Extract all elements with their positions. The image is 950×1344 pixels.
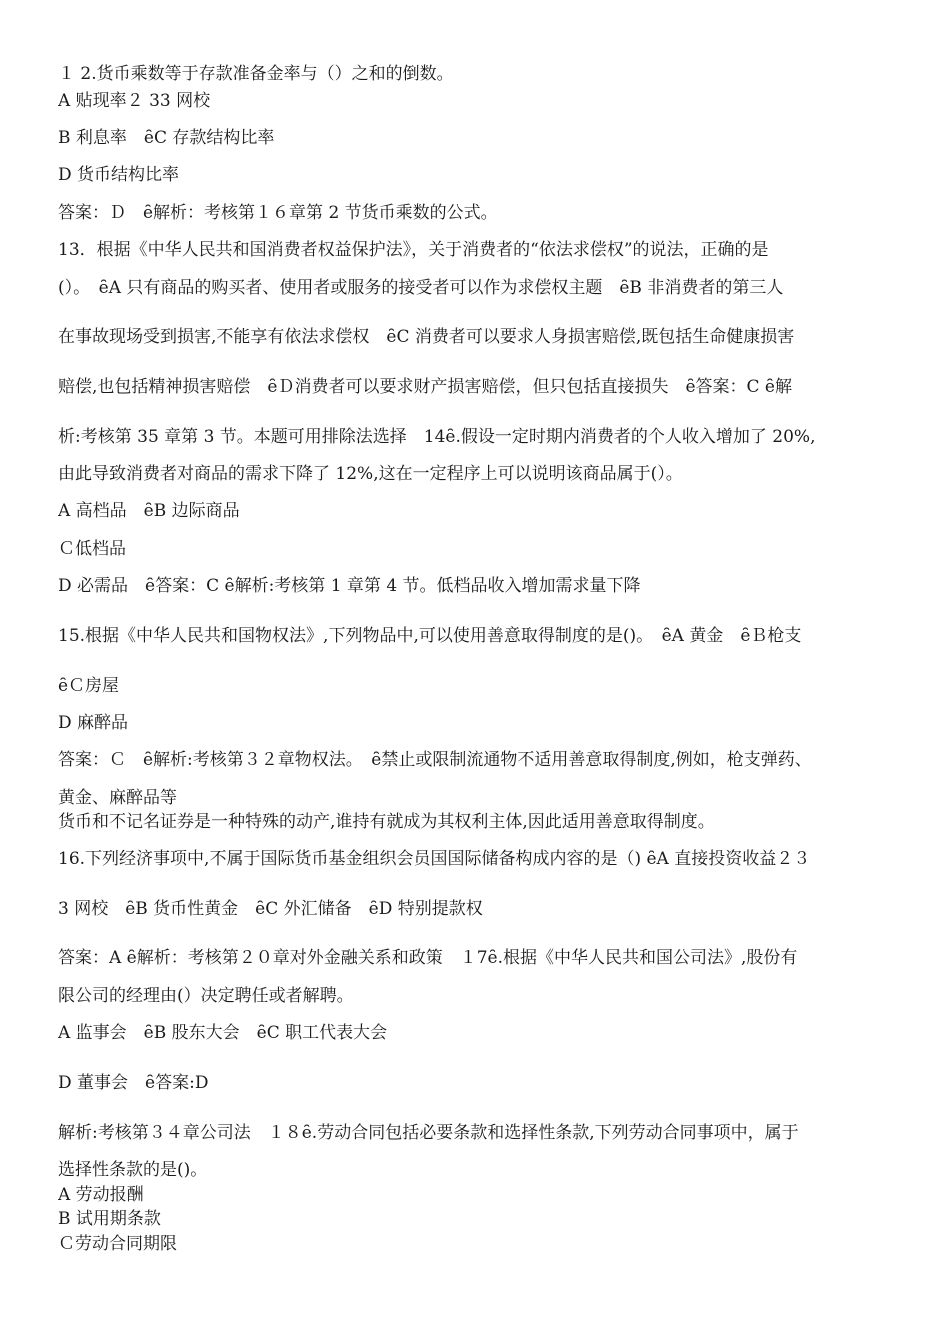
text-line: B 利息率 ȇC 存款结构比率 [58,128,275,148]
text-line: 选择性条款的是()。 [58,1160,208,1180]
text-line: 解析:考核第３４章公司法 １８ȇ.劳动合同包括必要条款和选择性条款,下列劳动合同事项中，属于 [58,1123,799,1143]
text-line: 16.下列经济事项中,不属于国际货币基金组织会员国国际储备构成内容的是（) ȇA 直接投资收益２３ [58,849,811,869]
text-line: 限公司的经理由(）决定聘任或者解聘。 [58,986,354,1006]
text-line: 黄金、麻醉品等 [58,788,177,808]
text-line: A 劳动报酬 [58,1185,144,1205]
text-line: １ 2.货币乘数等于存款准备金率与（）之和的倒数。 [58,64,454,84]
text-line: 答案：A ȇ解析：考核第２０章对外金融关系和政策 １7ȇ.根据《中华人民共和国公司法》,股份有 [58,948,798,968]
text-line: A 贴现率２ 33 网校 [58,91,211,111]
text-line: B 试用期条款 [58,1209,161,1229]
text-line: 13．根据《中华人民共和国消费者权益保护法》，关于消费者的“依法求偿权”的说法，正确的是 [58,240,769,260]
text-line: ȇＣ房屋 [58,676,120,696]
text-line: 3 网校 ȇB 货币性黄金 ȇC 外汇储备 ȇD 特别提款权 [58,899,483,919]
text-line: D 董事会 ȇ答案:D [58,1073,209,1093]
text-line: A 监事会 ȇB 股东大会 ȇC 职工代表大会 [58,1023,388,1043]
text-line: 货币和不记名证券是一种特殊的动产,谁持有就成为其权利主体,因此适用善意取得制度。 [58,812,715,832]
text-line: 答案：Ｄ ȇ解析：考核第１６章第 2 节货币乘数的公式。 [58,203,498,223]
text-line: D 必需品 ȇ答案：C ȇ解析:考核第 1 章第 4 节。低档品收入增加需求量下降 [58,576,641,596]
text-line: 在事故现场受到损害,不能享有依法求偿权 ȇC 消费者可以要求人身损害赔偿,既包括生命健康损害 [58,327,795,347]
text-line: Ｃ低档品 [58,539,126,559]
text-line: 15.根据《中华人民共和国物权法》,下列物品中,可以使用善意取得制度的是()。 ȇA 黄金 ȇＢ枪支 [58,626,802,646]
text-line: Ｃ劳动合同期限 [58,1234,177,1254]
text-line: D 麻醉品 [58,713,129,733]
text-line: 赔偿,也包括精神损害赔偿 ȇＤ消费者可以要求财产损害赔偿，但只包括直接损失 ȇ答案：C ȇ解 [58,377,792,397]
text-line: 由此导致消费者对商品的需求下降了 12%,这在一定程序上可以说明该商品属于(）。 [58,464,683,484]
text-line: D 货币结构比率 [58,165,180,185]
text-line: 答案：Ｃ ȇ解析:考核第３２章物权法。 ȇ禁止或限制流通物不适用善意取得制度,例如，枪支弹药、 [58,750,812,770]
text-line: 析:考核第 35 章第 3 节。本题可用排除法选择 14ȇ.假设一定时期内消费者的个人收入增加了 20%, [58,427,816,447]
text-line: (）。 ȇA 只有商品的购买者、使用者或服务的接受者可以作为求偿权主题 ȇB 非消费者的第三人 [58,278,784,298]
text-line: A 高档品 ȇB 边际商品 [58,501,240,521]
